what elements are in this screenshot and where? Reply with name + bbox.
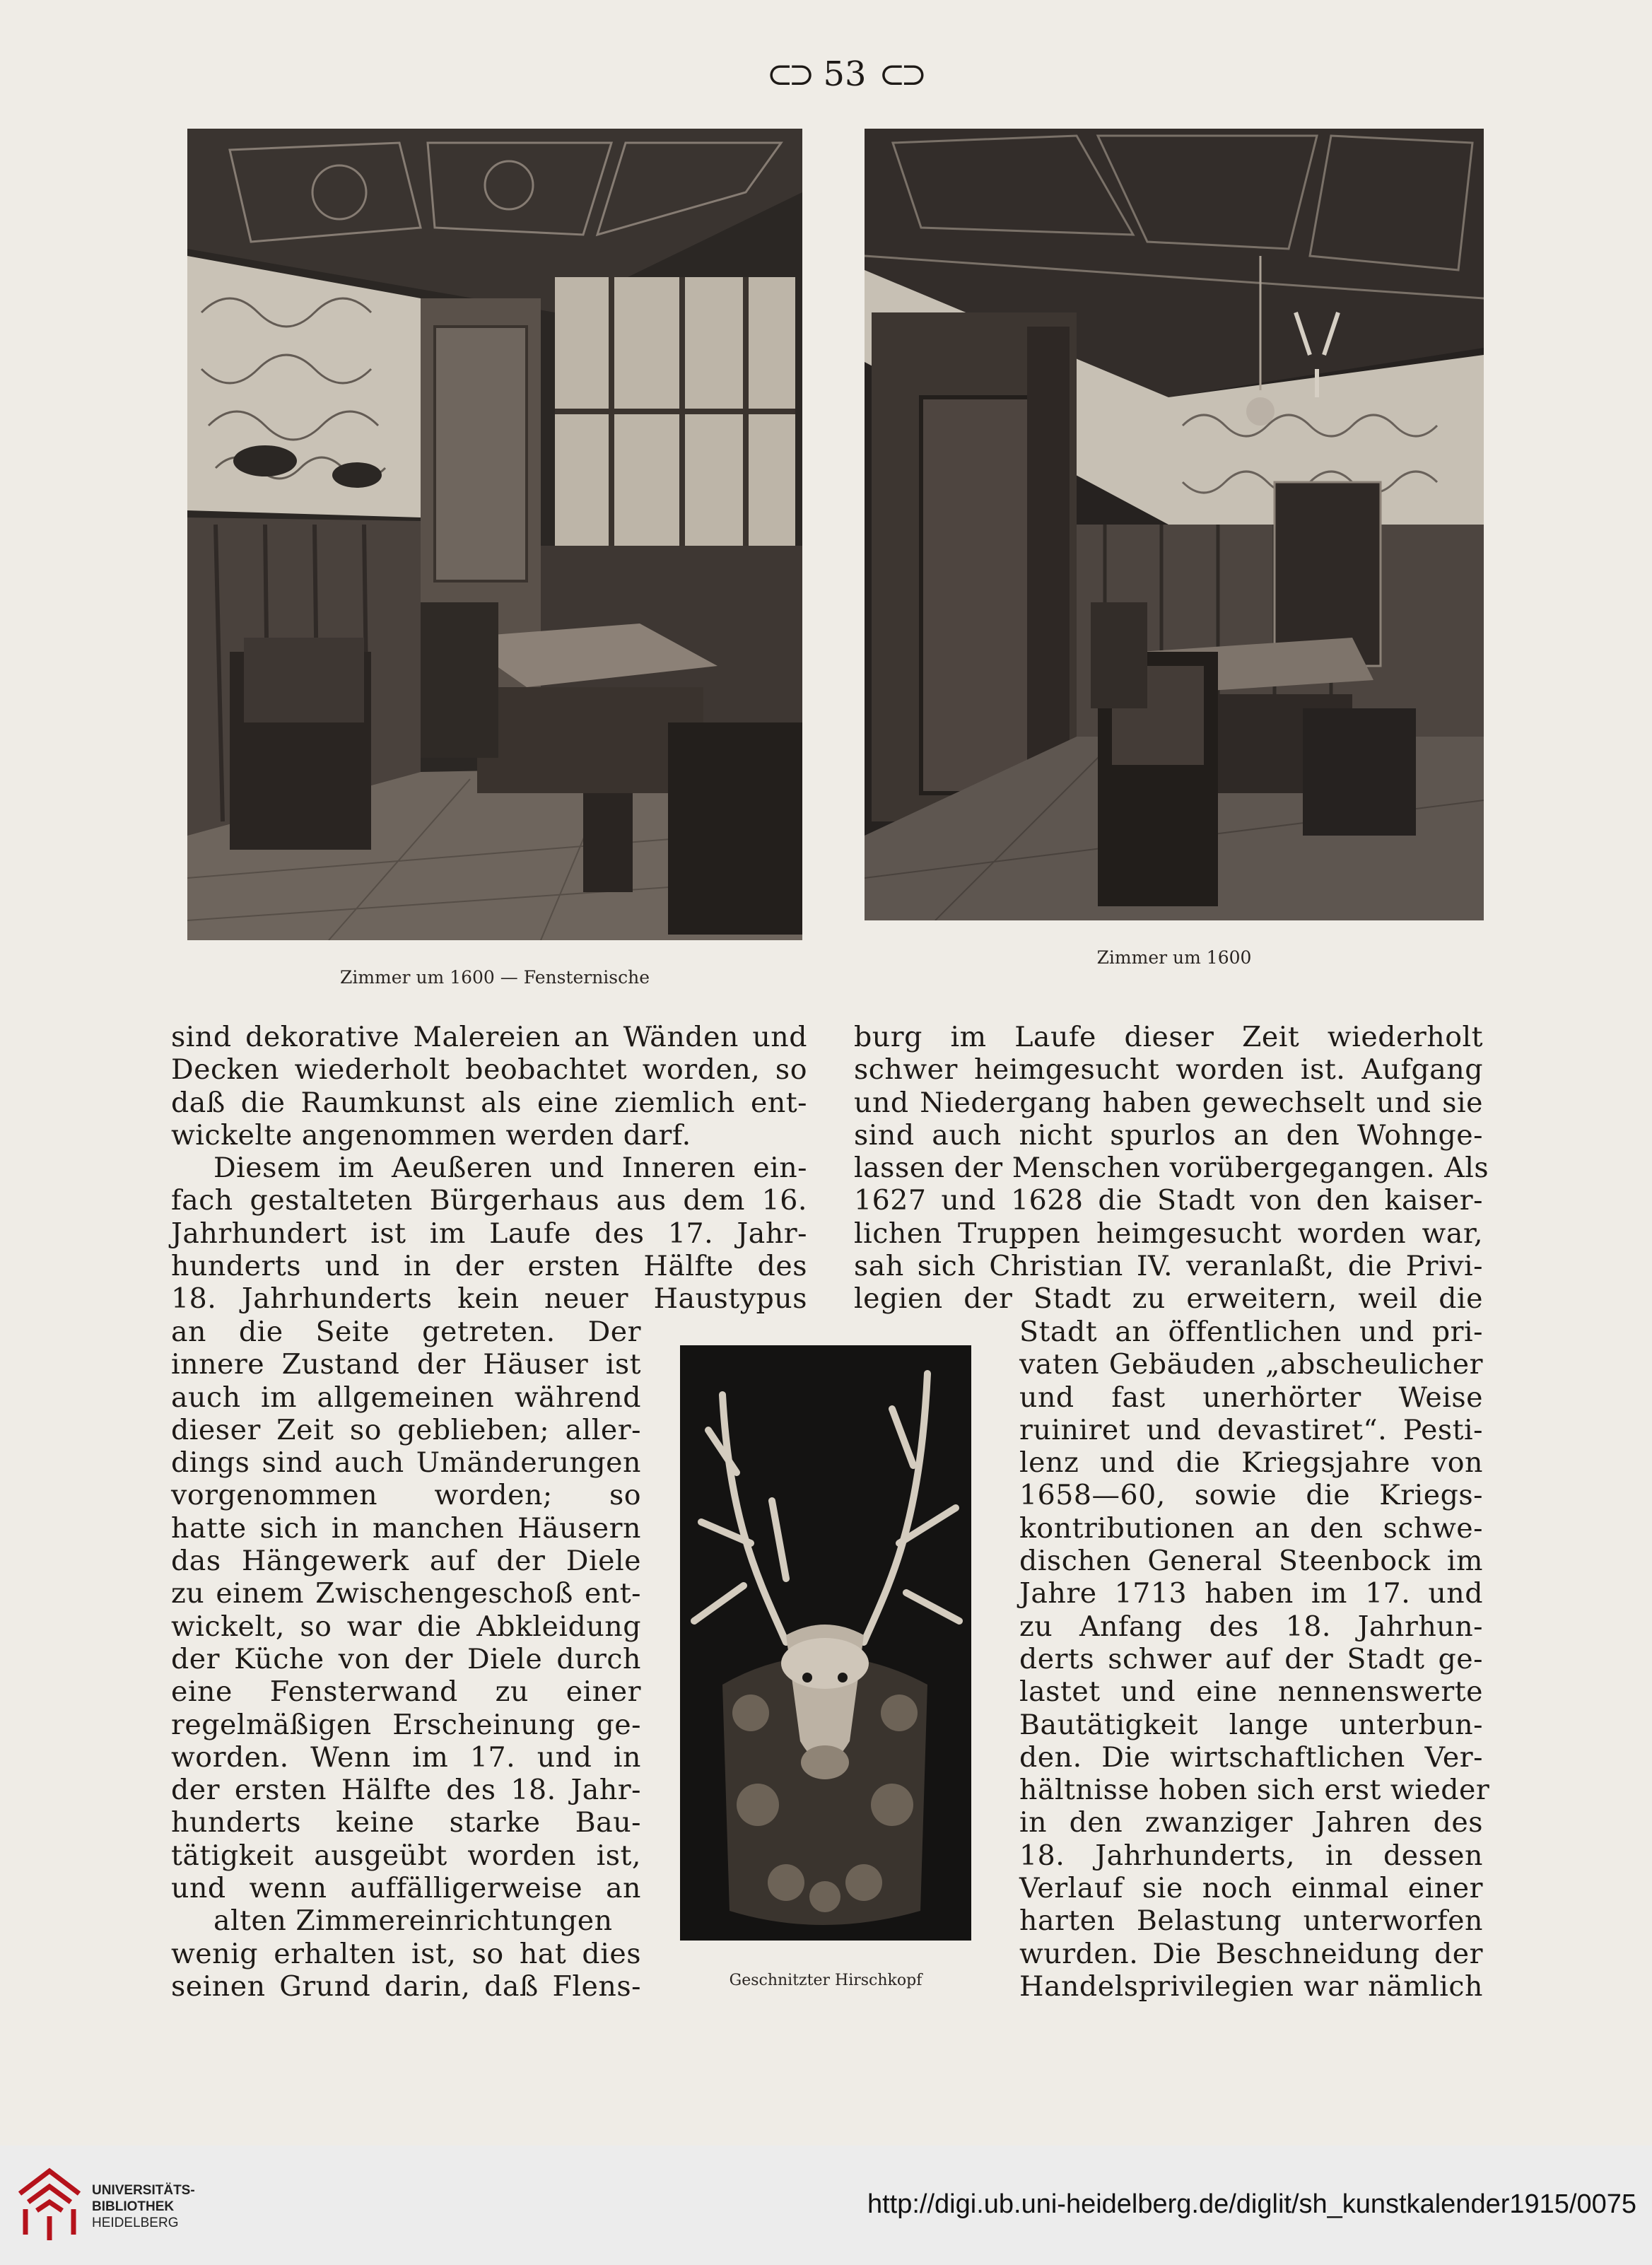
column-2-narrow bbox=[1019, 1316, 1490, 2003]
text-line: Stadt an öffentlichen und pri- bbox=[1019, 1316, 1483, 1348]
text-line: auch im allgemeinen während bbox=[171, 1381, 641, 1414]
library-name-line-3: HEIDELBERG bbox=[92, 2216, 179, 2230]
text-line: sind dekorative Malereien an Wänden und bbox=[171, 1021, 807, 1053]
library-name-line-2: BIBLIOTHEK bbox=[92, 2199, 175, 2214]
text-line: regelmäßigen Erscheinung ge- bbox=[171, 1708, 641, 1741]
text-line: wickelte angenommen werden darf. bbox=[171, 1118, 691, 1152]
text-line: hunderts keine starke Bau- bbox=[171, 1806, 641, 1839]
library-name-line-1: UNIVERSITÄTS- bbox=[92, 2183, 195, 2198]
text-line: burg im Laufe dieser Zeit wiederholt bbox=[854, 1021, 1483, 1053]
text-line: legien der Stadt zu erweitern, weil die bbox=[854, 1282, 1483, 1316]
text-line: eine Fensterwand zu einer bbox=[171, 1675, 641, 1709]
text-line: vorgenommen worden; so bbox=[171, 1479, 641, 1512]
text-line: 18. Jahrhunderts, in dessen bbox=[1019, 1839, 1483, 1872]
text-line: vaten Gebäuden „abscheulicher bbox=[1019, 1348, 1483, 1381]
text-line: in den zwanziger Jahren des bbox=[1019, 1806, 1483, 1839]
caption-middle-photo: Geschnitzter Hirschkopf bbox=[729, 1972, 922, 1989]
photo-room-window-niche bbox=[187, 129, 802, 940]
text-line: der ersten Hälfte des 18. Jahr- bbox=[171, 1774, 641, 1807]
library-name bbox=[92, 2182, 195, 2231]
text-line: lassen der Menschen vorübergegangen. Als bbox=[854, 1152, 1489, 1185]
text-line: tätigkeit ausgeübt worden ist, bbox=[171, 1839, 641, 1872]
text-line: Diesem im Aeußeren und Inneren ein- bbox=[213, 1152, 807, 1185]
text-line: daß die Raumkunst als eine ziemlich ent- bbox=[171, 1086, 807, 1119]
university-library-logo[interactable] bbox=[16, 2165, 83, 2243]
text-line: lichen Truppen heimgesucht worden war, bbox=[854, 1217, 1483, 1250]
text-line: innere Zustand der Häuser ist bbox=[171, 1348, 641, 1381]
caption-right-photo: Zimmer um 1600 bbox=[1096, 947, 1252, 968]
text-line: lastet und eine nennenswerte bbox=[1019, 1675, 1483, 1709]
text-line: 1658—60, sowie die Kriegs- bbox=[1019, 1479, 1483, 1512]
ornament-left: ⊂⊃ bbox=[766, 56, 811, 93]
text-line: worden. Wenn im 17. und in bbox=[171, 1740, 641, 1774]
text-line: an die Seite getreten. Der bbox=[171, 1316, 641, 1348]
text-line: zu Anfang des 18. Jahrhun- bbox=[1019, 1610, 1483, 1643]
text-line: dischen General Steenbock im bbox=[1019, 1545, 1483, 1578]
text-line: wurden. Die Beschneidung der bbox=[1019, 1937, 1483, 1970]
text-line: hatte sich in manchen Häusern bbox=[171, 1511, 641, 1545]
text-line: dings sind auch Umänderungen bbox=[171, 1446, 641, 1480]
text-line: dieser Zeit so geblieben; aller- bbox=[171, 1413, 641, 1446]
text-line: Handelsprivilegien war nämlich bbox=[1019, 1970, 1483, 2003]
photo-carved-stag-head bbox=[680, 1345, 971, 1941]
text-line: ruiniret und devastiret“. Pesti- bbox=[1019, 1413, 1483, 1446]
text-line: 1627 und 1628 die Stadt von den kaiser- bbox=[854, 1184, 1483, 1217]
text-line: alten Zimmereinrichtungen bbox=[213, 1904, 613, 1938]
page-header bbox=[767, 49, 922, 99]
text-line: den. Die wirtschaftlichen Ver- bbox=[1019, 1740, 1483, 1774]
text-line: hunderts und in der ersten Hälfte des bbox=[171, 1250, 807, 1283]
text-line: Jahre 1713 haben im 17. und bbox=[1019, 1577, 1483, 1610]
text-line: 18. Jahrhunderts kein neuer Haustypus bbox=[171, 1282, 807, 1316]
text-line: zu einem Zwischengeschoß ent- bbox=[171, 1577, 641, 1610]
text-line: kontributionen an den schwe- bbox=[1019, 1511, 1483, 1545]
text-line: harten Belastung unterworfen bbox=[1019, 1904, 1483, 1938]
text-line: schwer heimgesucht worden ist. Aufgang bbox=[854, 1053, 1483, 1087]
column-1-top bbox=[171, 1021, 807, 1316]
column-2-top bbox=[854, 1021, 1489, 1316]
text-line: wickelt, so war die Abkleidung bbox=[171, 1610, 641, 1643]
text-line: und wenn auffälligerweise an bbox=[171, 1872, 641, 1905]
text-line: wenig erhalten ist, so hat dies bbox=[171, 1937, 641, 1970]
page-number: 53 bbox=[823, 54, 867, 94]
text-line: sah sich Christian IV. veranlaßt, die Privi- bbox=[854, 1250, 1483, 1283]
text-line: seinen Grund darin, daß Flens- bbox=[171, 1970, 641, 2003]
photo-room-1600 bbox=[865, 129, 1484, 920]
text-line: hältnisse hoben sich erst wieder bbox=[1019, 1774, 1490, 1807]
text-line: fach gestalteten Bürgerhaus aus dem 16. bbox=[171, 1184, 807, 1217]
text-line: lenz und die Kriegsjahre von bbox=[1019, 1446, 1483, 1480]
text-line: Decken wiederholt beobachtet worden, so bbox=[171, 1053, 807, 1087]
text-line: sind auch nicht spurlos an den Wohnge- bbox=[854, 1118, 1483, 1152]
text-line: Jahrhundert ist im Laufe des 17. Jahr- bbox=[171, 1217, 807, 1250]
viewer-footer bbox=[0, 2146, 1652, 2265]
text-line: und Niedergang haben gewechselt und sie bbox=[854, 1086, 1483, 1119]
source-url-link[interactable]: http://digi.ub.uni-heidelberg.de/diglit/sh_kunstkalender1915/0075 bbox=[867, 2189, 1636, 2219]
column-1-narrow bbox=[171, 1316, 641, 2003]
caption-left-photo: Zimmer um 1600 — Fensternische bbox=[339, 967, 650, 988]
text-line: derts schwer auf der Stadt ge- bbox=[1019, 1642, 1483, 1675]
text-line: Verlauf sie noch einmal einer bbox=[1019, 1872, 1483, 1905]
text-line: und fast unerhörter Weise bbox=[1019, 1381, 1483, 1414]
ornament-right: ⊂⊃ bbox=[879, 56, 923, 93]
text-line: das Hängewerk auf der Diele bbox=[171, 1545, 641, 1578]
text-line: Bautätigkeit lange unterbun- bbox=[1019, 1708, 1483, 1741]
text-line: der Küche von der Diele durch bbox=[171, 1642, 641, 1675]
